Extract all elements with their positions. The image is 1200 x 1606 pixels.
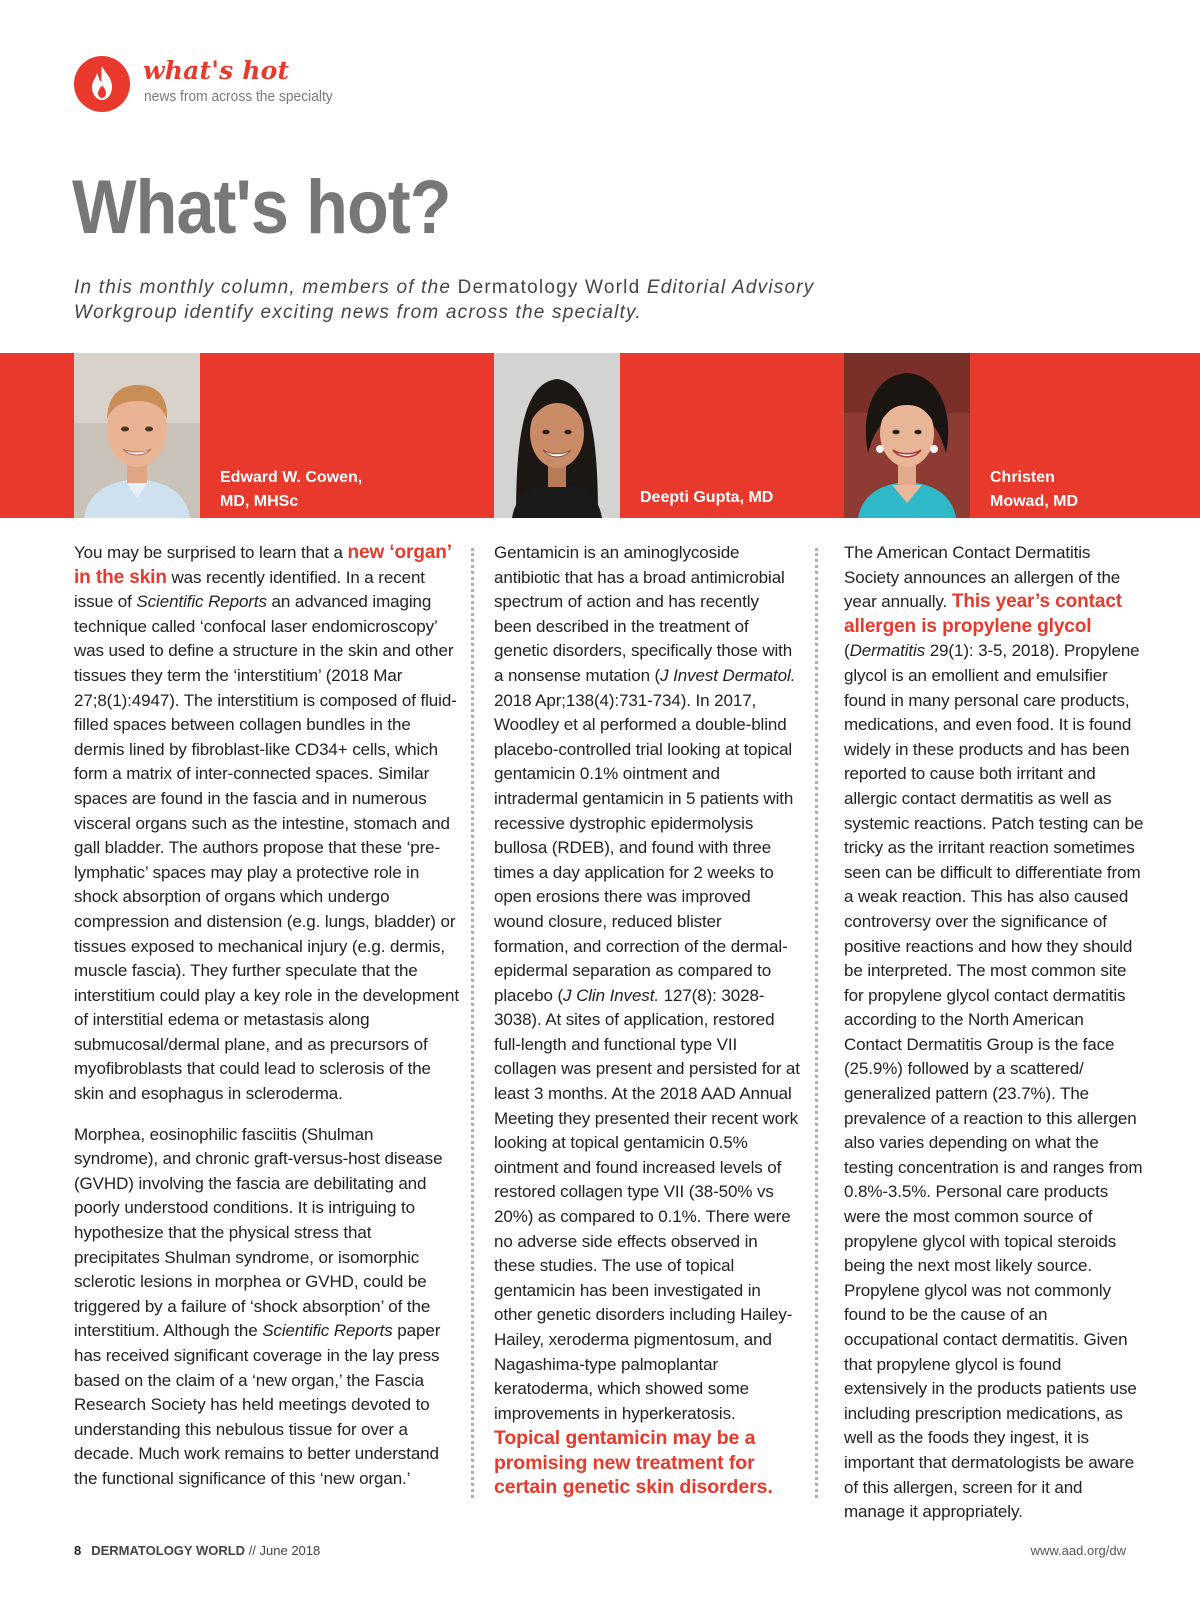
author-photo-mowad xyxy=(844,353,970,518)
column-gupta-paragraph: Gentamicin is an aminoglycoside antibiotic that has a broad antimicrobial spectrum of action and has recently been described in the treatment of genetic disorders, specifically those with a nonsense mutation (J Invest Dermatol. 2018 Apr;138(4):731-734). In 2017, Woodley et al performed a double-blind placebo-controlled trial looking at topical gentamicin 0.1% ointment and intradermal gentamicin in 5 patients with recessive dystrophic epidermolysis bullosa (RDEB), and found with three times a day application for 2 weeks to open erosions there was improved wound closure, reduced blister formation, and correction of the dermal-epidermal separation as compared to placebo (J Clin Invest. 127(8): 3028-3038). At sites of application, restored full-length and functional type VII collagen was present and persisted for at least 3 months. At the 2018 AAD Annual Meeting they presented their recent work looking at topical gentamicin 0.5% ointment and found increased levels of restored collagen type VII (38-50% vs 20%) as compared to 0.1%. There were no adverse side effects observed in these studies. The use of topical gentamicin has been investigated in other genetic disorders including Hailey-Hailey, xeroderma pigmentosum, and Nagashima-type palmoplantar keratoderma, which showed some improvements in hyperkeratosis. Topical gentamicin may be a promising new treatment for certain genetic skin disorders. xyxy=(494,543,800,1499)
publication-name: Dermatology World xyxy=(457,277,641,298)
highlight-new-organ: new ‘organ’ in the skin xyxy=(74,542,451,588)
section-subtitle: news from across the specialty xyxy=(144,88,333,105)
page-number: 8 xyxy=(74,1543,82,1558)
column-mowad-paragraph: The American Contact Dermatitis Society announces an allergen of the year annually. This year’s contact allergen is propylene glycol (Dermatitis 29(1): 3-5, 2018). Propylene glycol is an emollient and emulsifier found in many personal care products, medications, and even food. It is found widely in these products and has been reported to cause both irritant and allergic contact dermatitis as well as systemic reactions. Patch testing can be tricky as the irritant reaction sometimes seen can be difficult to differentiate from a weak reaction. This has also caused controversy over the significance of positive reactions and how they should be interpreted. The most common site for propylene glycol contact dermatitis according to the North American Contact Dermatitis Group is the face (25.9%) followed by a scattered/ generalized pattern (23.7%). The prevalence of a reaction to this allergen also varies depending on what the testing concentration is and ranges from 0.8%-3.5%. Personal care products were the most common source of propylene glycol with topical steroids being the next most likely source. Propylene glycol was not commonly found to be the cause of an occupational contact dermatitis. Given that propylene glycol is found extensively in the products patients use including prescription medications, as well as the foods they ingest, it is important that dermatologists be aware of this allergen, screen for it and manage it appropriately. xyxy=(844,543,1144,1522)
column-mowad xyxy=(844,541,1144,1525)
page-title: What's hot? xyxy=(72,165,451,250)
column-divider xyxy=(471,548,474,1498)
section-title: what's hot xyxy=(143,56,290,85)
deck-text: In this monthly column, members of the Dermatology World Editorial Advisory Workgroup identify exciting news from across the specialty. xyxy=(74,277,815,323)
pull-quote-gentamicin: Topical gentamicin may be a promising new treatment for certain genetic skin disorders. xyxy=(494,1427,773,1499)
author-name-mowad: Christen Mowad, MD xyxy=(990,469,1078,510)
author-photo-cowen xyxy=(74,353,200,518)
footer-url[interactable]: www.aad.org/dw xyxy=(1030,1543,1126,1558)
column-cowen-paragraph-1: You may be surprised to learn that a new ‘organ’ in the skin was recently identified. In a recent issue of Scientific Reports an advanced imaging technique called ‘confocal laser endomicroscopy’ was used to define a structure in the skin and other tissues they term the ‘interstitium’ (2018 Mar 27;8(1):4947). The interstitium is composed of fluid-filled spaces between collagen bundles in the dermis lined by fibroblast-like CD34+ cells, which form a matrix of inter-connected spaces. Similar spaces are found in the fascia and in numerous visceral organs such as the intestine, stomach and gall bladder. The authors propose that these ‘pre-lymphatic’ spaces may play a protective role in shock absorption of organs which undergo compression and distension (e.g. lungs, bladder) or tissues exposed to mechanical injury (e.g. dermis, muscle fascia). They further speculate that the interstitium could play a key role in the development of interstitial edema or metastasis along submucosal/dermal plane, and as precursors of myofibroblasts that could lead to sclerosis of the skin and esophagus in scleroderma. xyxy=(74,542,459,1104)
author-name-gupta: Deepti Gupta, MD xyxy=(640,489,774,506)
highlight-propylene-glycol: This year’s contact allergen is propylene glycol xyxy=(844,591,1123,637)
author-photo-gupta xyxy=(494,353,620,518)
column-cowen xyxy=(74,541,460,1492)
author-name-cowen: Edward W. Cowen, MD, MHSc xyxy=(220,469,363,510)
column-cowen-paragraph-2: Morphea, eosinophilic fasciitis (Shulman syndrome), and chronic graft-versus-host disease (GVHD) involving the fascia are debilitating and poorly understood conditions. It is intriguing to hypothesize that the physical stress that precipitates Shulman syndrome, or isomorphic sclerotic lesions in morphea or GVHD, could be triggered by a failure of ‘shock absorption’ of the interstitium. Although the Scientific Reports paper has received significant coverage in the lay press based on the claim of a ‘new organ,’ the Fascia Research Society has held meetings devoted to understanding this nebulous tissue for over a decade. Much work remains to better understand the functional significance of this ‘new organ.’ xyxy=(74,1124,443,1488)
issue-date: // June 2018 xyxy=(245,1543,321,1558)
column-divider xyxy=(815,548,818,1498)
footer-folio xyxy=(74,1543,320,1558)
flame-logo-icon xyxy=(74,56,130,112)
magazine-name: DERMATOLOGY WORLD xyxy=(91,1543,246,1558)
column-gupta xyxy=(494,541,800,1500)
